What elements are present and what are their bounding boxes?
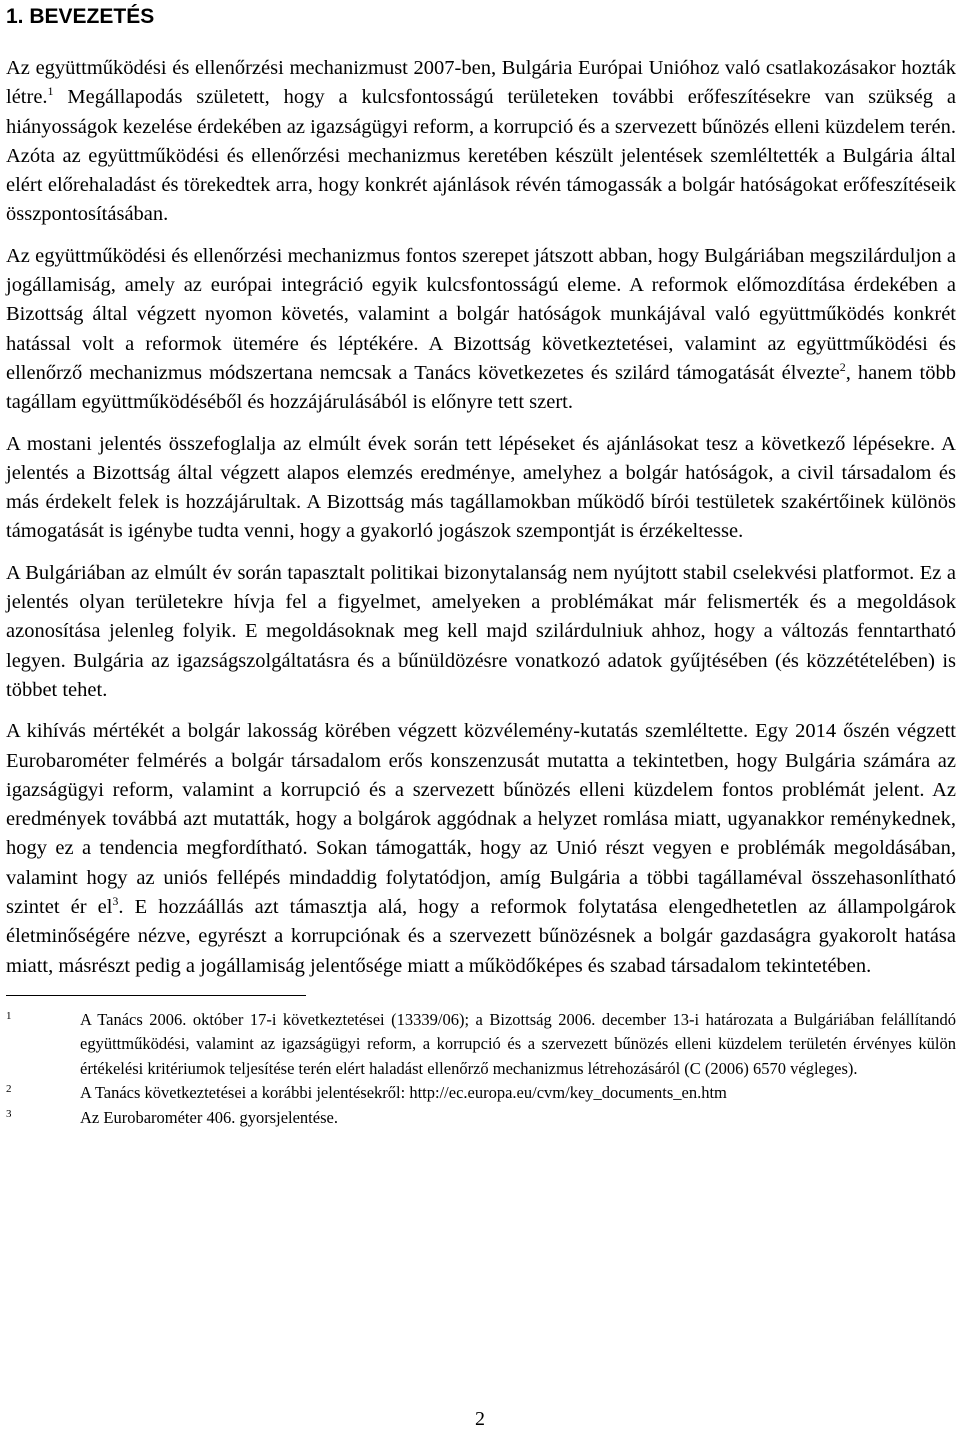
section-heading: 1. BEVEZETÉS [6, 5, 155, 28]
body-text [6, 54, 956, 981]
footnote-text: Az Eurobarométer 406. gyorsjelentése. [80, 1107, 338, 1127]
footnote-ref-3[interactable]: 3 [112, 894, 119, 909]
footnote-number: 3 [6, 1107, 12, 1120]
footnote-number: 1 [6, 1009, 12, 1022]
paragraph-3: A mostani jelentés összefoglalja az elmúlt évek során tett lépéseket és ajánlásokat tesz a következő lépésekre. A jelentés a Bizottság által végzett alapos elemzés eredménye, amelyhez a bolgár hatóságok, a civil társadalom és más érdekelt felek is hozzájárultak. A Bizottság más tagállamokban működő bírói testületek szakértőinek különös támogatását is igénybe tudta venni, hogy a gyakorló jogászok szempontját is érzékeltesse. [6, 432, 956, 543]
footnote-text[interactable]: A Tanács következtetései a korábbi jelentésekről: http://ec.europa.eu/cvm/key_documents_en.htm [80, 1083, 727, 1103]
paragraph-1 [6, 54, 956, 230]
paragraph-5-text-b: . E hozzáállás azt támasztja alá, hogy a reformok folytatása elengedhetetlen az állampolgárok életminőségére nézve, egyrészt a korrupciónak és a szervezett bűnözésnek a bolgár gazdaságra gyakorolt hatása miatt, másrészt pedig a jogállamiság jelentősége miatt a működőképes és szabad társadalom tekintetében. [6, 896, 957, 977]
paragraph-5 [6, 717, 956, 981]
paragraph-5-text-a: A kihívás mértékét a bolgár lakosság körében végzett közvélemény-kutatás szemléltette. Egy 2014 őszén végzett Eurobarométer felmérés a bolgár társadalom erős konszenzusát mutatta a tekintetben, hogy Bulgária számára az igazságügyi reform, valamint a korrupció és a szervezett bűnözés elleni küzdelem fontos problémát jelent. Az eredmények továbbá azt mutatták, hogy a bolgárok aggódnak a helyzet romlása miatt, ugyanakkor reménykednek, hogy ez a tendencia megfordítható. Sokan támogatták, hogy az Unió részt vegyen e problémák megoldásában, valamint hogy az uniós fellépés mindaddig folytatódjon, amíg Bulgária a többi tagállaméval összehasonlítható szintet ér el [6, 720, 956, 919]
paragraph-2-text-a: Az együttműködési és ellenőrzési mechanizmus fontos szerepet játszott abban, hogy Bulgáriában megszilárduljon a jogállamiság, amely az európai integráció egyik kulcsfontosságú eleme. A reformok előmozdítása érdekében a Bizottság által végzett nyomon követés, valamint a bolgár hatóságok munkájával való együttműködés konkrét hatással volt a reformok ütemére és léptékére. A Bizottság következtetései, valamint az együttműködési és ellenőrző mechanizmus módszertana nemcsak a Tanács következetes és szilárd támogatását élvezte [6, 244, 956, 384]
footnote-text: A Tanács 2006. október 17-i következtetései (13339/06); a Bizottság 2006. december 13-i határozata a Bulgáriában felállítandó együttműködési, valamint az igazságügyi reform, a korrupció és a szervezett bűnözés elleni küzdelem területén érvényes külön értékelési kritériumok teljesítése terén elért haladást ellenőrző mechanizmus létrehozásáról (C (2006) 6570 végleges). [80, 1009, 956, 1078]
paragraph-2 [6, 242, 956, 418]
paragraph-1-text-b: Megállapodás született, hogy a kulcsfontosságú területeken további erőfeszítésekre van szükség a hiányosságok kezelése érdekében az igazságügyi reform, a korrupció és a szervezett bűnözés elleni küzdelem terén. Azóta az együttműködési és ellenőrzési mechanizmus keretében készült jelentések szemléltették a Bulgária által elért előrehaladást és törekedtek arra, hogy konkrét ajánlások révén támogassák a bolgár hatóságokat erőfeszítéseik összpontosításában. [6, 86, 956, 226]
document-page [6, 0, 956, 1130]
footnote-3 [6, 1106, 956, 1131]
paragraph-4: A Bulgáriában az elmúlt év során tapasztalt politikai bizonytalanság nem nyújtott stabil cselekvési platformot. Ez a jelentés olyan területekre hívja fel a figyelmet, amelyeken a problémákat már felismerték és a megoldások azonosítása jelenleg folyik. E megoldásoknak meg kell majd szilárdulniuk ahhoz, hogy a változás fenntartható legyen. Bulgária az igazságszolgáltatásra és a bűnüldözésre vonatkozó adatok gyűjtésében (és közzétételében) is többet tehet. [6, 561, 956, 701]
paragraph-1-text-a: Az együttműködési és ellenőrzési mechanizmust 2007-ben, Bulgária Európai Unióhoz való csatlakozásakor hozták létre. [6, 57, 956, 109]
paragraph-2-text-b: , hanem több tagállam együttműködéséből és hozzájárulásából is előnyre tett szert. [6, 361, 957, 414]
footnotes [6, 1008, 956, 1131]
footnote-ref-1[interactable]: 1 [47, 84, 54, 99]
footnote-separator [6, 995, 306, 996]
footnote-1 [6, 1008, 956, 1082]
page-number: 2 [475, 1408, 485, 1430]
footnote-ref-2[interactable]: 2 [839, 360, 846, 375]
footnote-2 [6, 1081, 956, 1106]
footnote-number: 2 [6, 1083, 12, 1096]
